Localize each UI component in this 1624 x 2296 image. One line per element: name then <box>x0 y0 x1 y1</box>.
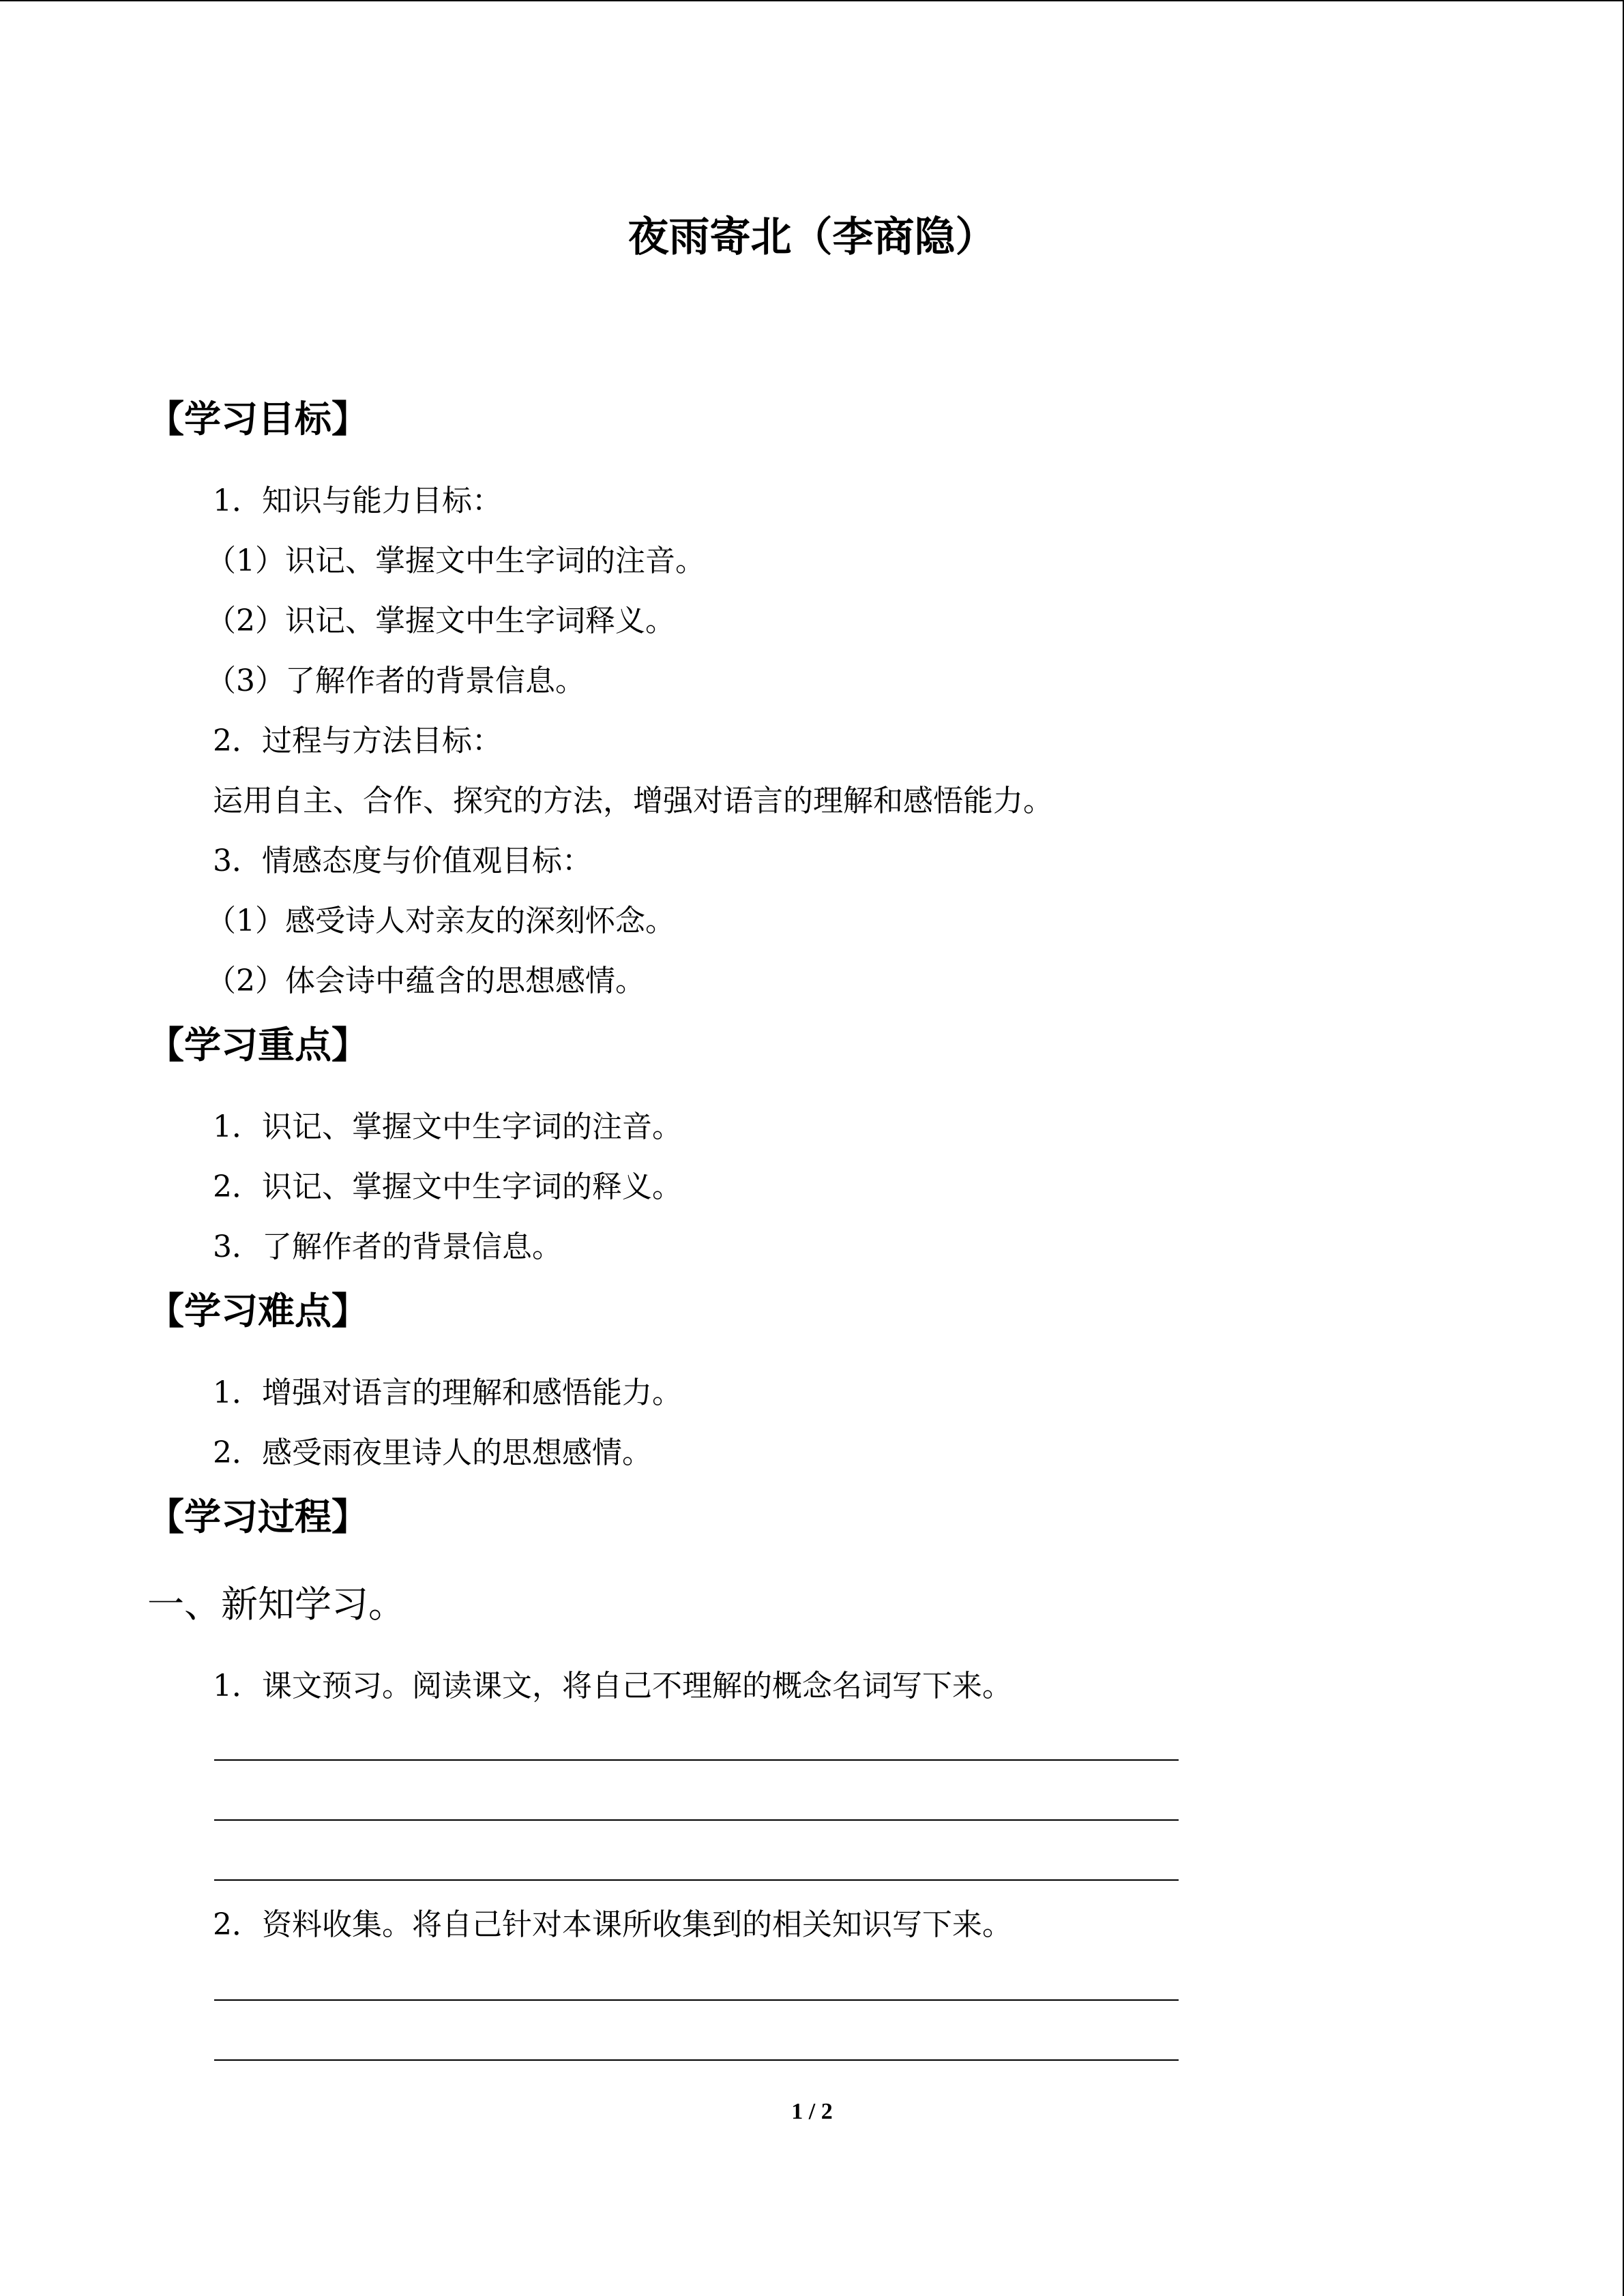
goal-item: （1）感受诗人对亲友的深刻怀念。 <box>206 904 675 938</box>
difficulties-heading: 【学习难点】 <box>147 1289 368 1332</box>
goals-heading: 【学习目标】 <box>147 398 368 441</box>
section-title: 一、新知学习。 <box>147 1583 405 1626</box>
key-point-item: 2．识记、掌握文中生字词的释义。 <box>213 1169 682 1204</box>
answer-line[interactable] <box>214 1819 1179 1821</box>
key-points-heading: 【学习重点】 <box>147 1024 368 1067</box>
key-point-item: 3．了解作者的背景信息。 <box>213 1229 562 1264</box>
answer-line[interactable] <box>214 1999 1179 2001</box>
goal-item: 3．情感态度与价值观目标： <box>213 844 592 878</box>
page-title: 夜雨寄北（李商隐） <box>628 213 996 261</box>
goal-item: （2）识记、掌握文中生字词释义。 <box>206 603 675 638</box>
answer-line[interactable] <box>214 2059 1179 2061</box>
answer-line[interactable] <box>214 1879 1179 1881</box>
difficulty-item: 1．增强对语言的理解和感悟能力。 <box>213 1375 682 1410</box>
key-point-item: 1．识记、掌握文中生字词的注音。 <box>213 1109 682 1144</box>
goal-item: （1）识记、掌握文中生字词的注音。 <box>206 543 705 578</box>
difficulty-item: 2．感受雨夜里诗人的思想感情。 <box>213 1435 652 1470</box>
process-heading: 【学习过程】 <box>147 1495 368 1538</box>
goal-item: （3）了解作者的背景信息。 <box>206 664 585 698</box>
answer-line[interactable] <box>214 1759 1179 1761</box>
goal-item: （2）体会诗中蕴含的思想感情。 <box>206 964 645 998</box>
goal-item: 1．知识与能力目标： <box>213 483 502 518</box>
page-number: 1 / 2 <box>791 2099 833 2124</box>
task-item: 1．课文预习。阅读课文，将自己不理解的概念名词写下来。 <box>213 1669 1012 1703</box>
task-item: 2．资料收集。将自己针对本课所收集到的相关知识写下来。 <box>213 1907 1012 1942</box>
goal-item: 2．过程与方法目标： <box>213 724 502 758</box>
goal-item: 运用自主、合作、探究的方法，增强对语言的理解和感悟能力。 <box>213 784 1053 818</box>
